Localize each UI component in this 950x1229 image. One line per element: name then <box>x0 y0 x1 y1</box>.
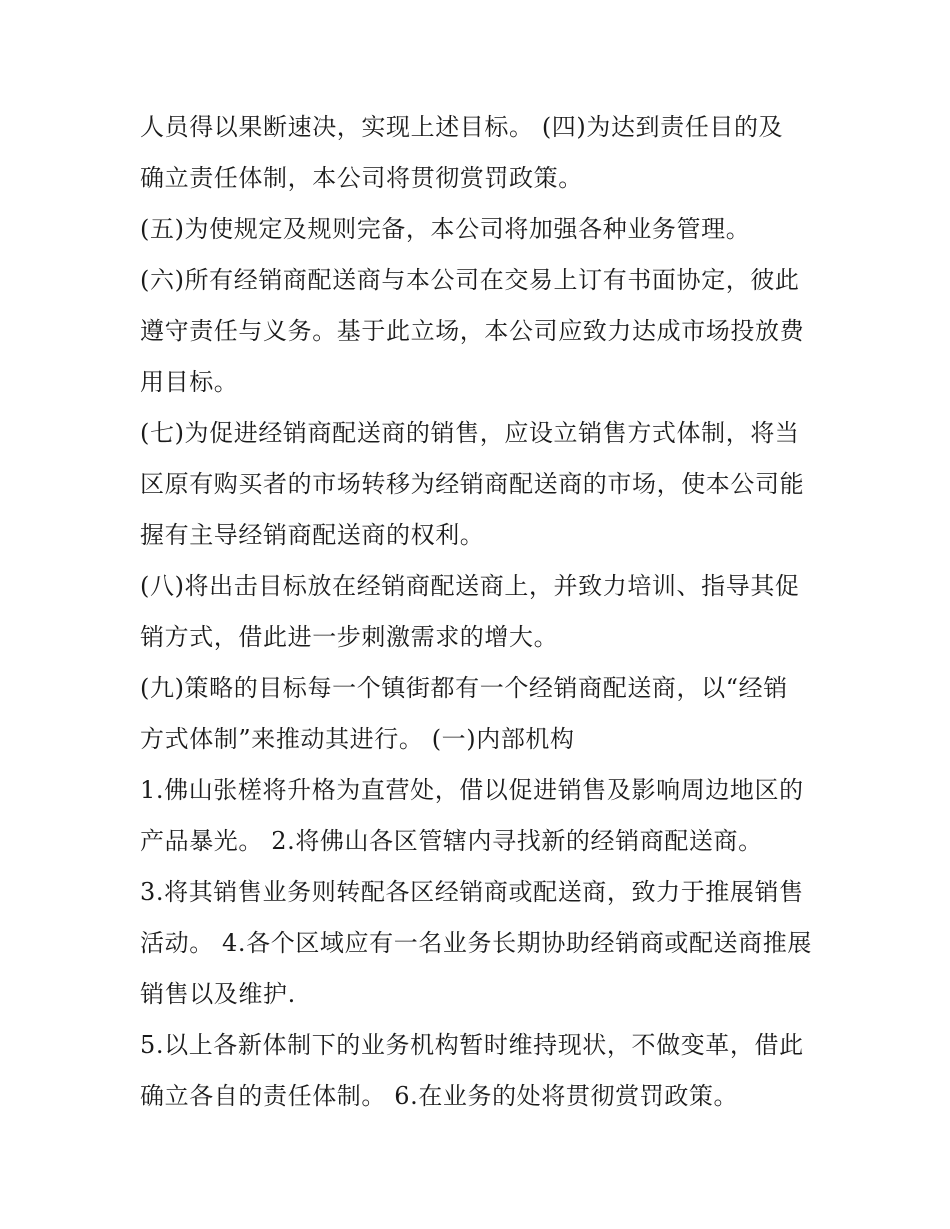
text-line: (八)将出击目标放在经销商配送商上，并致力培训、指导其促 <box>140 572 800 600</box>
text-line: 1.佛山张槎将升格为直营处，借以促进销售及影响周边地区的 <box>140 776 804 804</box>
text-line: 3.将其销售业务则转配各区经销商或配送商，致力于推展销售 <box>140 878 804 906</box>
text-line: (七)为促进经销商配送商的销售，应设立销售方式体制，将当 <box>140 419 800 447</box>
text-line: 人员得以果断速决，实现上述目标。 (四)为达到责任目的及 <box>140 113 784 141</box>
text-line: 握有主导经销商配送商的权利。 <box>140 521 485 549</box>
document-body <box>140 102 820 1122</box>
text-line: 确立责任体制，本公司将贯彻赏罚政策。 <box>140 164 583 192</box>
text-line: 产品暴光。 2.将佛山各区管辖内寻找新的经销商配送商。 <box>140 827 763 855</box>
text-line: 区原有购买者的市场转移为经销商配送商的市场，使本公司能 <box>140 470 805 498</box>
text-line: (五)为使规定及规则完备，本公司将加强各种业务管理。 <box>140 215 751 243</box>
text-line: 5.以上各新体制下的业务机构暂时维持现状，不做变革，借此 <box>140 1031 804 1059</box>
text-line: (六)所有经销商配送商与本公司在交易上订有书面协定，彼此 <box>140 266 800 294</box>
text-line: 销方式，借此进一步刺激需求的增大。 <box>140 623 559 651</box>
text-line: 方式体制”来推动其进行。 (一)内部机构 <box>140 725 575 753</box>
text-line: 用目标。 <box>140 368 239 396</box>
text-line: 确立各自的责任体制。 6.在业务的处将贯彻赏罚政策。 <box>140 1082 739 1110</box>
text-line: (九)策略的目标每一个镇街都有一个经销商配送商，以“经销 <box>140 674 788 702</box>
text-line: 活动。 4.各个区域应有一名业务长期协助经销商或配送商推展 <box>140 929 812 957</box>
text-line: 销售以及维护. <box>140 980 296 1008</box>
text-line: 遵守责任与义务。基于此立场，本公司应致力达成市场投放费 <box>140 317 805 345</box>
